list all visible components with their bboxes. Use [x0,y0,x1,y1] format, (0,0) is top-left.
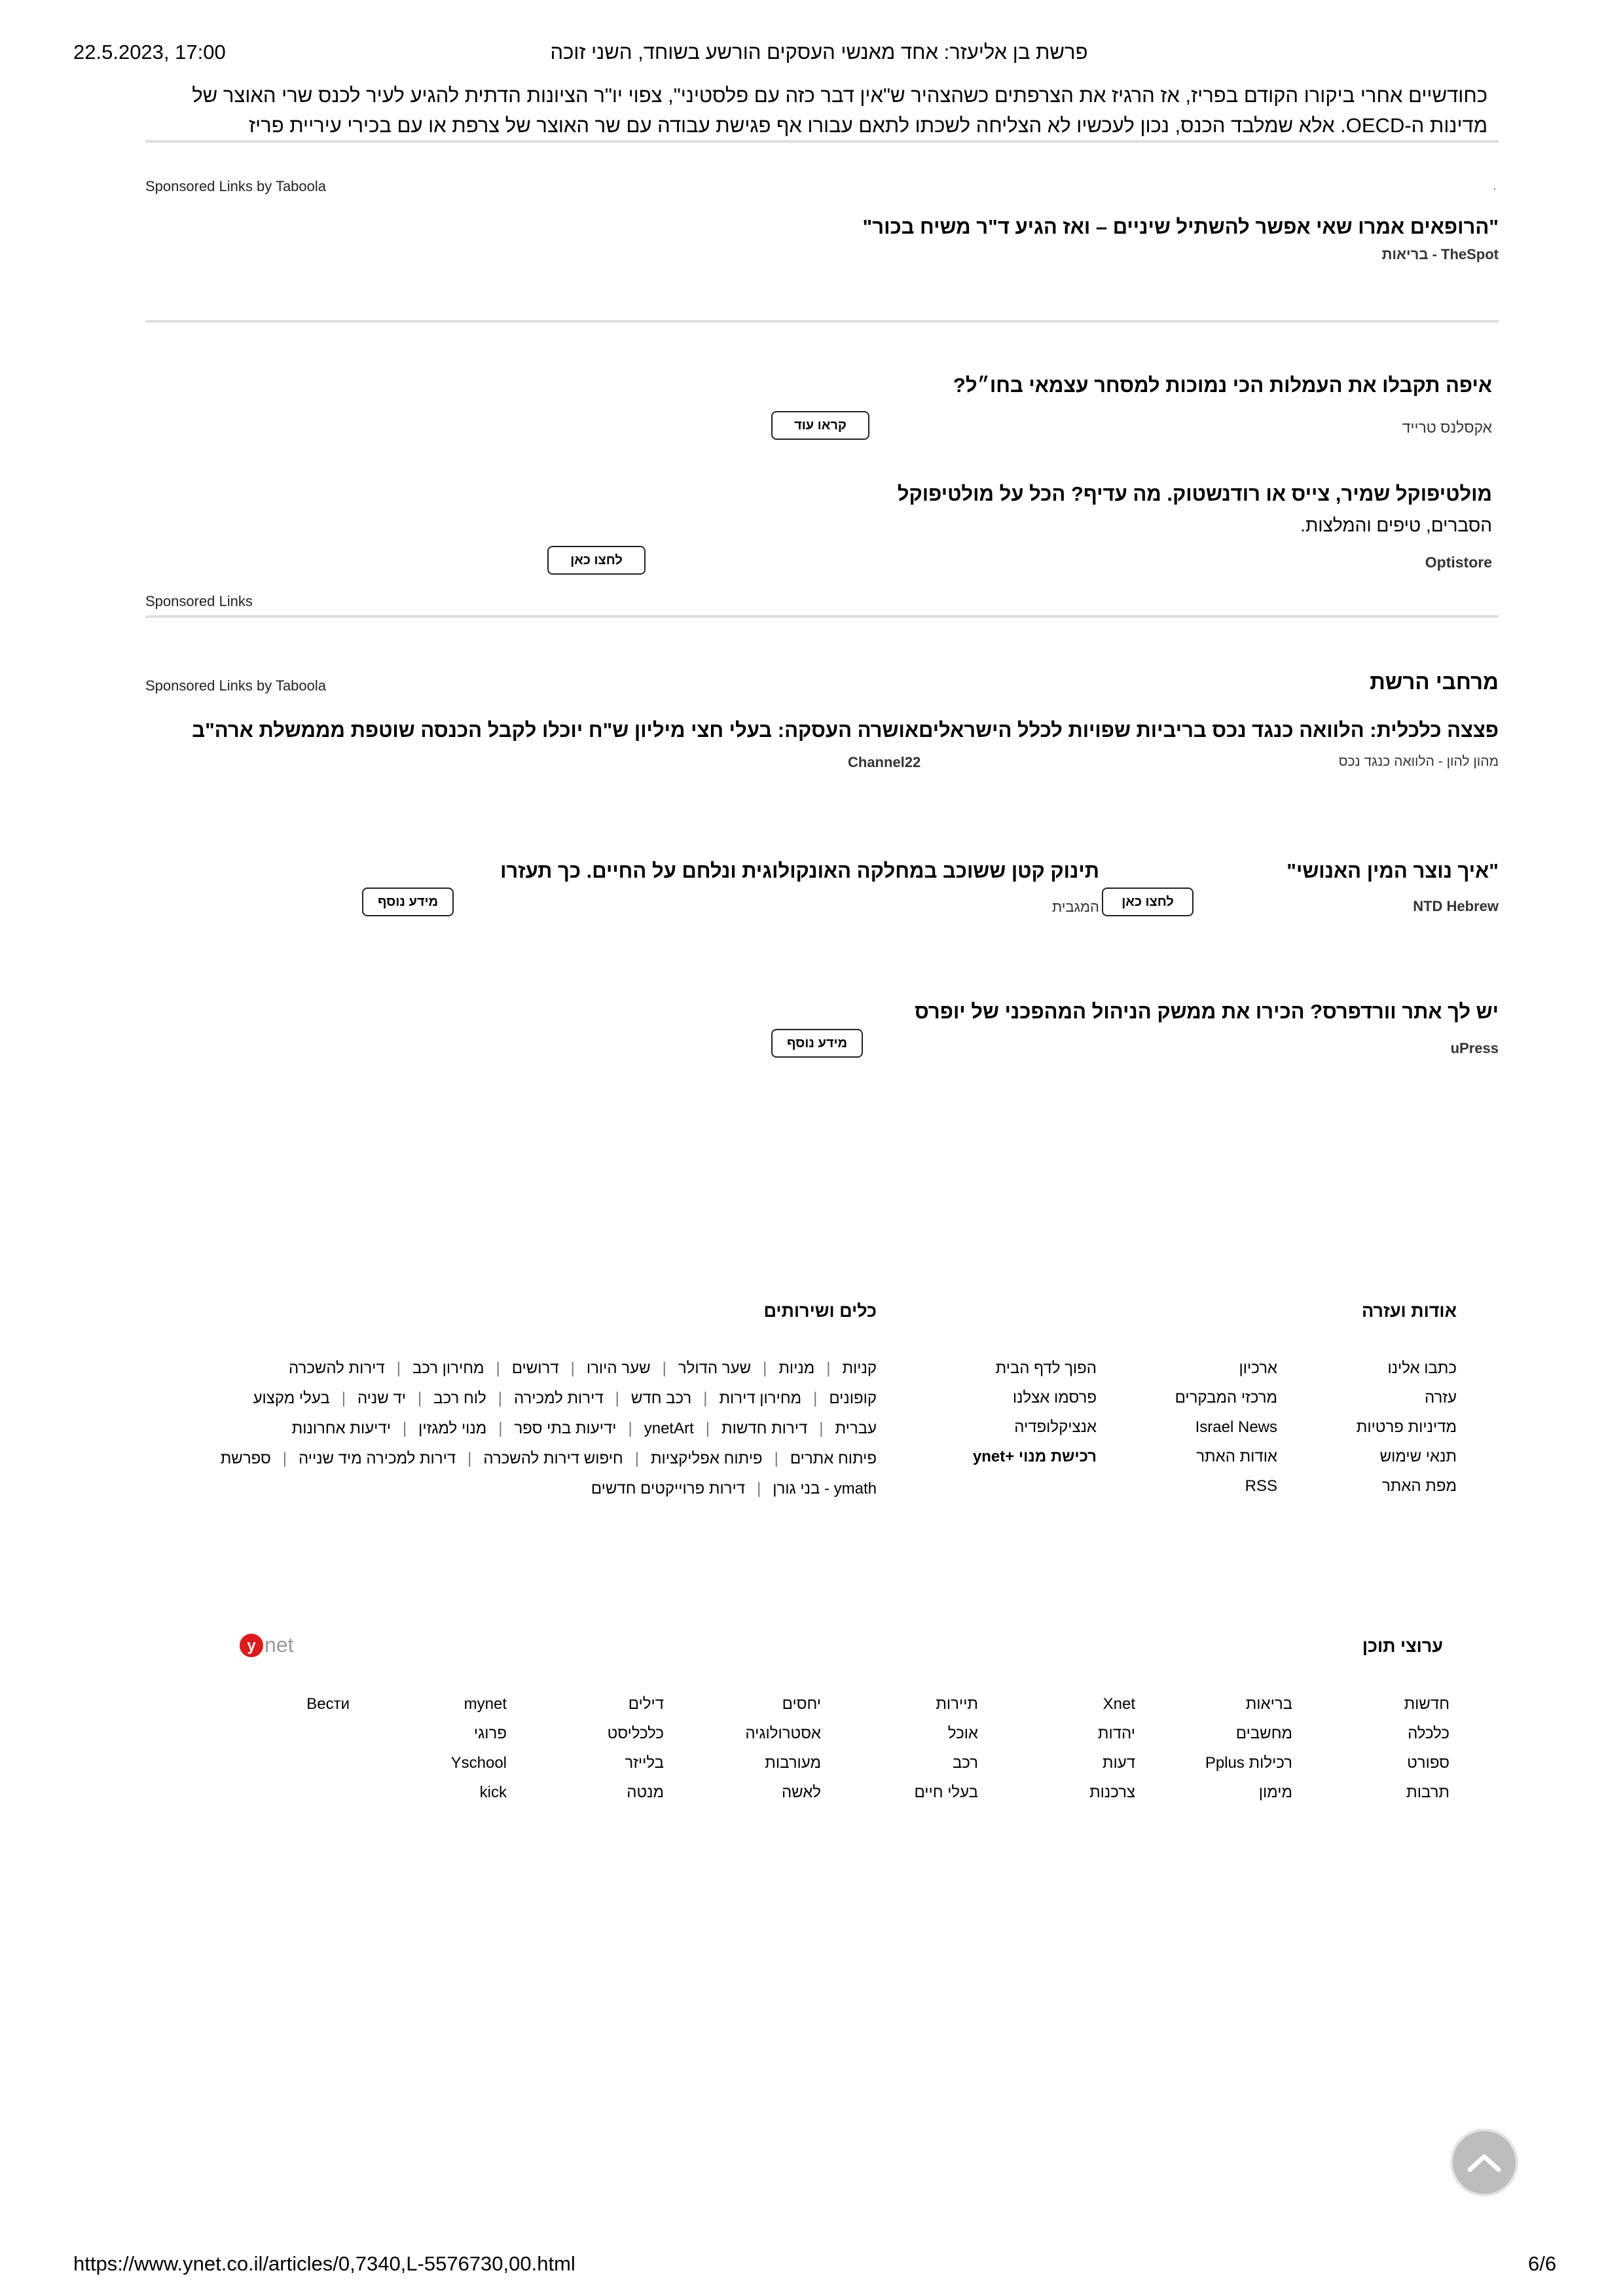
ynet-logo[interactable] [238,1631,310,1663]
channels-grid [238,1695,1450,1802]
feature-source-secondary[interactable]: Channel22 [848,754,921,770]
service-link[interactable]: ידיעות בתי ספר [514,1420,617,1437]
service-link[interactable]: ynetArt [644,1420,694,1437]
footer-link[interactable]: כתבו אלינו [1387,1359,1457,1377]
service-link[interactable]: מחירון רכב [412,1359,484,1377]
ad-title[interactable]: מולטיפוקל שמיר, צייס או רודנשטוק. מה עדיף? הכל על מולטיפוקל [897,482,1492,505]
taboola-label: Sponsored Links by Taboola [145,677,327,694]
service-link[interactable]: שער היורו [586,1359,651,1377]
channel-link[interactable]: בלייזר [625,1754,664,1772]
channel-link[interactable]: כלכלה [1408,1725,1450,1742]
sponsored-links-label: Sponsored Links [145,593,253,609]
service-link[interactable]: דירות למכירה מיד שנייה [299,1450,456,1467]
footer-link[interactable]: הפוך לדף הבית [995,1359,1097,1377]
about-column-3 [926,1359,1097,1466]
content-channels-title: ערוצי תוכן [1362,1636,1443,1656]
channel-link[interactable]: רכב [952,1754,978,1772]
read-more-button[interactable]: קראו עוד [771,411,869,440]
service-link[interactable]: קניות [842,1359,877,1377]
divider [145,320,1499,323]
channels-column [350,1695,507,1802]
ad-title[interactable]: איפה תקבלו את העמלות הכי נמוכות למסחר עצמאי בחו״ל? [953,374,1492,397]
services-row: ymath - בני גורן | דירות פרוייקטים חדשים [591,1480,877,1498]
footer-link[interactable]: ארכיון [1239,1359,1277,1377]
footer-link[interactable]: אנציקלופדיה [1014,1418,1097,1436]
service-link[interactable]: מניות [778,1359,815,1377]
taboola-headline[interactable]: "הרופאים אמרו שאי אפשר להשתיל שיניים – ואז הגיע ד"ר משיח בכור" [862,215,1499,238]
scroll-to-top-button[interactable] [1450,2128,1518,2197]
footer-link[interactable]: אודות האתר [1196,1448,1277,1465]
service-link[interactable]: מנוי למגזין [418,1420,487,1437]
service-link[interactable]: רכב חדש [630,1390,692,1407]
article-paragraph-line-2: מדינות ה-OECD. אלא שמלבד הכנס, נכון לעכשיו לא הצליחה לשכתו לתאם עבורו אף פגישת עבודה עם שר האוצר של צרפת או עם בכירי עיריית פריז [249,114,1487,137]
footer-link[interactable]: RSS [1245,1477,1277,1495]
taboola-dot: . [1493,177,1497,193]
footer-link[interactable]: פרסמו אצלנו [1012,1389,1097,1407]
card-title[interactable]: יש לך אתר וורדפרס? הכירו את ממשק הניהול המהפכני של יופרס [915,1000,1499,1023]
feature-source[interactable]: מהון להון - הלוואה כנגד נכס [1338,754,1499,769]
channels-column [1292,1695,1450,1802]
channels-column [978,1695,1135,1802]
more-info-button[interactable]: מידע נוסף [362,888,454,916]
print-page-title: פרשת בן אליעזר: אחד מאנשי העסקים הורשע בשוחד, השני זוכה [550,41,1088,63]
click-here-button[interactable]: לחצו כאן [547,546,646,575]
service-link[interactable]: דירות להשכרה [289,1359,385,1377]
channel-link[interactable]: ספורט [1407,1754,1450,1772]
chevron-up-icon [1466,2151,1503,2174]
about-column-2 [1120,1359,1277,1496]
footer-link[interactable]: מדיניות פרטיות [1356,1418,1457,1436]
channel-link[interactable]: דילים [628,1695,664,1713]
channel-link[interactable]: תיירות [936,1695,978,1713]
channel-link[interactable]: אוכל [947,1725,978,1742]
channel-link[interactable]: מעורבות [765,1754,821,1772]
channel-link[interactable]: פרוגי [473,1725,507,1742]
channel-link[interactable]: mynet [464,1695,507,1713]
channel-link[interactable]: בעלי חיים [914,1784,978,1801]
tools-services-title: כלים ושירותים [763,1301,877,1321]
taboola-source[interactable]: TheSpot - בריאות [1381,246,1499,262]
click-here-button[interactable]: לחצו כאן [1102,888,1194,916]
channel-link[interactable]: תרבות [1406,1784,1450,1801]
channel-link[interactable]: Xnet [1103,1695,1135,1713]
ad-source[interactable]: אקסלנס טרייד [1402,419,1492,436]
service-link[interactable]: חיפוש דירות להשכרה [483,1450,623,1467]
channel-link[interactable]: Вести [306,1695,350,1713]
service-link[interactable]: ספרשת [220,1450,271,1467]
ad-description: הסברים, טיפים והמלצות. [1300,515,1492,535]
service-link[interactable]: מחירון דירות [719,1390,802,1407]
card-source[interactable]: uPress [1450,1040,1499,1056]
service-link[interactable]: בעלי מקצוע [253,1390,330,1407]
services-row: עברית | דירות חדשות | ynetArt | ידיעות בתי ספר | מנוי למגזין | ידיעות אחרונות [291,1420,877,1437]
channel-link[interactable]: לאשה [781,1784,821,1801]
footer-link[interactable]: מפת האתר [1381,1477,1457,1495]
service-link[interactable]: פיתוח אתרים [790,1450,877,1467]
print-datetime: 22.5.2023, 17:00 [73,41,226,63]
ad-source[interactable]: Optistore [1425,554,1492,571]
channels-column [664,1695,821,1802]
channel-link[interactable]: יהדות [1097,1725,1135,1742]
channel-link[interactable]: דעות [1102,1754,1135,1772]
channel-link[interactable]: חדשות [1404,1695,1450,1713]
channel-link[interactable]: צרכנות [1089,1784,1135,1801]
channel-link[interactable]: כלכליסט [607,1725,664,1742]
divider [145,615,1499,618]
channels-column [245,1695,350,1802]
channel-link[interactable]: kick [479,1784,507,1801]
service-link[interactable]: דרושים [511,1359,559,1377]
card-title[interactable]: תינוק קטן ששוכב במחלקה האונקולוגית ונלחם על החיים. כך תעזרו [500,859,1099,882]
print-page-number: 6/6 [1528,2252,1557,2275]
service-link[interactable]: עברית [835,1420,877,1437]
channel-link[interactable]: בריאות [1245,1695,1292,1713]
channel-link[interactable]: מחשבים [1235,1725,1292,1742]
footer-link[interactable]: מרכזי המבקרים [1175,1389,1277,1407]
service-link[interactable]: דירות למכירה [513,1390,604,1407]
channel-link[interactable]: מימון [1258,1784,1292,1801]
service-link[interactable]: לוח רכב [433,1390,486,1407]
channel-link[interactable]: אסטרולוגיה [745,1725,821,1742]
about-column-1 [1313,1359,1457,1496]
more-info-button[interactable]: מידע נוסף [771,1029,863,1058]
channel-link[interactable]: מנטה [627,1784,664,1801]
article-paragraph-line-1: כחודשיים אחרי ביקורו הקודם בפריז, אז הרגיז את הצרפתים כשהצהיר ש"אין דבר כזה עם פלסטיני", צפוי יו"ר הציונות הדתית להגיע לעיר לכנס שרי האוצר של [192,84,1487,107]
svg-text:y: y [247,1637,256,1655]
service-link[interactable]: שער הדולר [678,1359,752,1377]
divider [145,140,1499,143]
service-link[interactable]: דירות פרוייקטים חדשים [591,1480,746,1498]
svg-text:net: net [264,1633,294,1657]
about-help-title: אודות ועזרה [1361,1301,1457,1321]
card-source[interactable]: NTD Hebrew [1413,898,1499,914]
channels-column [1135,1695,1292,1802]
taboola-label: Sponsored Links by Taboola [145,178,327,194]
channels-column [821,1695,978,1802]
service-link[interactable]: פיתוח אפליקציות [650,1450,763,1467]
channel-link[interactable]: יחסים [782,1695,821,1713]
card-title[interactable]: "איך נוצר המין האנושי" [1286,859,1499,882]
channel-link[interactable]: רכילות Pplus [1205,1754,1292,1772]
footer-link[interactable]: תנאי שימוש [1379,1448,1457,1465]
footer-link[interactable]: רכישת מנוי +ynet [972,1448,1097,1465]
services-links [156,1359,877,1498]
feature-headline[interactable]: פצצה כלכלית: הלוואה כנגד נכס בריביות שפויות לכלל הישראליםאושרה העסקה: בעלי חצי מיליון ש"ח יוכלו לקבל הכנסה שוטפת מממשלת ארה"ב [192,719,1499,742]
services-row: קניות | מניות | שער הדולר | שער היורו | דרושים | מחירון רכב | דירות להשכרה [289,1359,877,1377]
print-url: https://www.ynet.co.il/articles/0,7340,L-5576730,00.html [73,2252,575,2275]
channel-link[interactable]: Yschool [450,1754,507,1772]
services-row: פיתוח אתרים | פיתוח אפליקציות | חיפוש דירות להשכרה | דירות למכירה מיד שנייה | ספרשת [220,1450,877,1467]
service-link[interactable]: יד שניה [357,1390,406,1407]
around-web-title: מרחבי הרשת [1370,670,1499,694]
services-row: קופונים | מחירון דירות | רכב חדש | דירות למכירה | לוח רכב | יד שניה | בעלי מקצוע [253,1390,877,1407]
service-link[interactable]: ידיעות אחרונות [291,1420,391,1437]
footer-link[interactable]: עזרה [1424,1389,1457,1407]
footer-link[interactable]: Israel News [1195,1418,1277,1436]
card-source[interactable]: המגבית [1052,899,1099,915]
service-link[interactable]: ymath - בני גורן [773,1480,877,1498]
service-link[interactable]: קופונים [829,1390,877,1407]
channels-column [507,1695,664,1802]
service-link[interactable]: דירות חדשות [721,1420,808,1437]
